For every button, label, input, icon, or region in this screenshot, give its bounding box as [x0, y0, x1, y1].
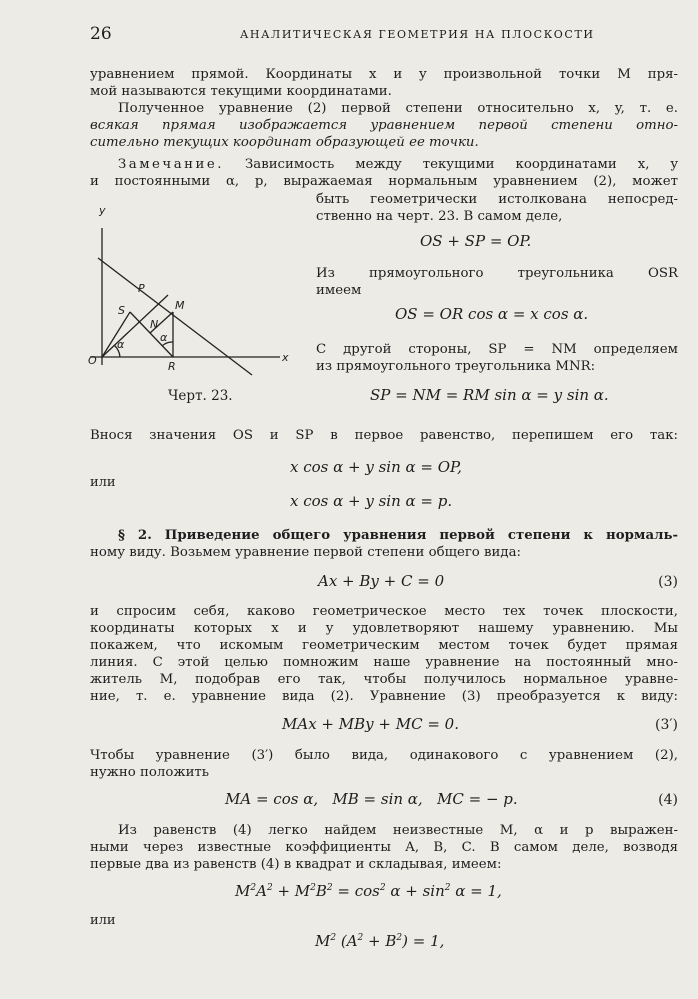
text-line: нужно положить [90, 765, 210, 780]
exponent: 2 [444, 883, 451, 893]
section-heading: § 2. Приведение общего уравнения первой степени к нормаль- [118, 528, 678, 543]
text-line: Чтобы уравнение (3′) было вида, одинакового с уравнением (2), [90, 748, 678, 763]
text-line: координаты которых x и y удовлетворяют нашему уравнению. Мы [90, 621, 678, 636]
equation: x cos α + y sin α = OP, [290, 458, 462, 476]
equation-number: (4) [658, 792, 678, 808]
text-line: Внося значения OS и SP в первое равенство, перепишем его так: [90, 428, 678, 443]
fig-label-R: R [168, 360, 176, 373]
fig-label-alpha-2: α [160, 331, 168, 344]
remark-line [118, 156, 678, 173]
eq-part: α + sin [385, 882, 445, 900]
equation [315, 932, 444, 950]
figure-23-diagram [70, 200, 300, 380]
fig-label-alpha-1: α [117, 338, 125, 351]
text-line-italic: всякая прямая изображается уравнением первой степени отно- [90, 118, 678, 133]
text-line: Из прямоугольного треугольника OSR [316, 266, 678, 281]
fig-label-O: O [88, 354, 97, 367]
fig-label-y: y [99, 204, 106, 217]
equation: Ax + By + C = 0 [318, 572, 445, 590]
text-line-italic: сительно текущих координат образующей ее точки. [90, 135, 479, 150]
eq-part: + M [272, 882, 311, 900]
equation-number: (3′) [654, 717, 678, 733]
text-line: ному виду. Возьмем уравнение первой степени общего вида: [90, 545, 521, 560]
equation: x cos α + y sin α = p. [290, 492, 453, 510]
eq-part: = cos [332, 882, 380, 900]
text-line: первые два из равенств (4) в квадрат и складывая, имеем: [90, 857, 502, 872]
exponent: 2 [379, 883, 386, 893]
exponent: 2 [326, 883, 333, 893]
or-word: или [90, 913, 116, 928]
remark-label: Замечание. [118, 157, 224, 172]
running-title: АНАЛИТИЧЕСКАЯ ГЕОМЕТРИЯ НА ПЛОСКОСТИ [240, 28, 595, 41]
equation [235, 882, 502, 900]
exponent: 2 [266, 883, 273, 893]
remark-text: Зависимость между текущими координатами x, y [245, 157, 678, 172]
equation: MAx + MBy + MC = 0. [282, 715, 459, 733]
text-line: Из равенств (4) легко найдем неизвестные M, α и p выражен- [118, 823, 678, 838]
eq-part: M [315, 932, 331, 950]
fig-label-N: N [150, 318, 159, 331]
eq-part: (A [336, 932, 358, 950]
equation: MA = cos α, MB = sin α, MC = − p. [225, 790, 518, 808]
page-header [90, 24, 680, 44]
text-line: С другой стороны, SP = NM определяем [316, 342, 678, 357]
eq-part: + B [363, 932, 397, 950]
text-line: и спросим себя, каково геометрическое место тех точек плоскости, [90, 604, 678, 619]
exponent: 2 [357, 933, 364, 943]
exponent: 2 [330, 933, 337, 943]
figure-caption: Черт. 23. [168, 388, 233, 404]
eq-part: α = 1, [450, 882, 502, 900]
equation: OS = OR cos α = x cos α. [395, 305, 589, 323]
text-line: мой называются текущими координатами. [90, 84, 392, 99]
page-number: 26 [90, 24, 112, 44]
eq-part: ) = 1, [402, 932, 445, 950]
text-line: ными через известные коэффициенты A, B, C. В самом деле, возводя [90, 840, 678, 855]
equation: SP = NM = RM sin α = y sin α. [370, 386, 609, 404]
equation: OS + SP = OP. [420, 232, 532, 250]
fig-label-P: P [138, 282, 145, 295]
eq-part: B [315, 882, 327, 900]
eq-part: M [235, 882, 251, 900]
text-line: Полученное уравнение (2) первой степени относительно x, y, т. е. [118, 101, 678, 116]
eq-part: A [256, 882, 267, 900]
equation-number: (3) [658, 574, 678, 590]
exponent: 2 [310, 883, 316, 893]
text-line: быть геометрически истолкована непосред- [316, 192, 678, 207]
or-word: или [90, 475, 116, 490]
fig-label-x: x [282, 351, 289, 364]
exponent: 2 [396, 933, 403, 943]
text-line: и постоянными α, p, выражаемая нормальным уравнением (2), может [90, 174, 678, 189]
fig-label-S: S [118, 304, 125, 317]
text-line: уравнением прямой. Координаты x и y произвольной точки M пря- [90, 67, 678, 82]
text-line: житель M, подобрав его так, чтобы получилось нормальное уравне- [90, 672, 678, 687]
text-line: линия. С этой целью помножим наше уравнение на постоянный мно- [90, 655, 678, 670]
fig-label-M: M [175, 299, 185, 312]
text-line: ственно на черт. 23. В самом деле, [316, 209, 563, 224]
exponent: 2 [250, 883, 257, 893]
text-line: из прямоугольного треугольника MNR: [316, 359, 596, 374]
text-line: имеем [316, 283, 362, 298]
text-line: покажем, что искомым геометрическим местом точек будет прямая [90, 638, 678, 653]
text-line: ние, т. е. уравнение вида (2). Уравнение (3) преобразуется к виду: [90, 689, 678, 704]
